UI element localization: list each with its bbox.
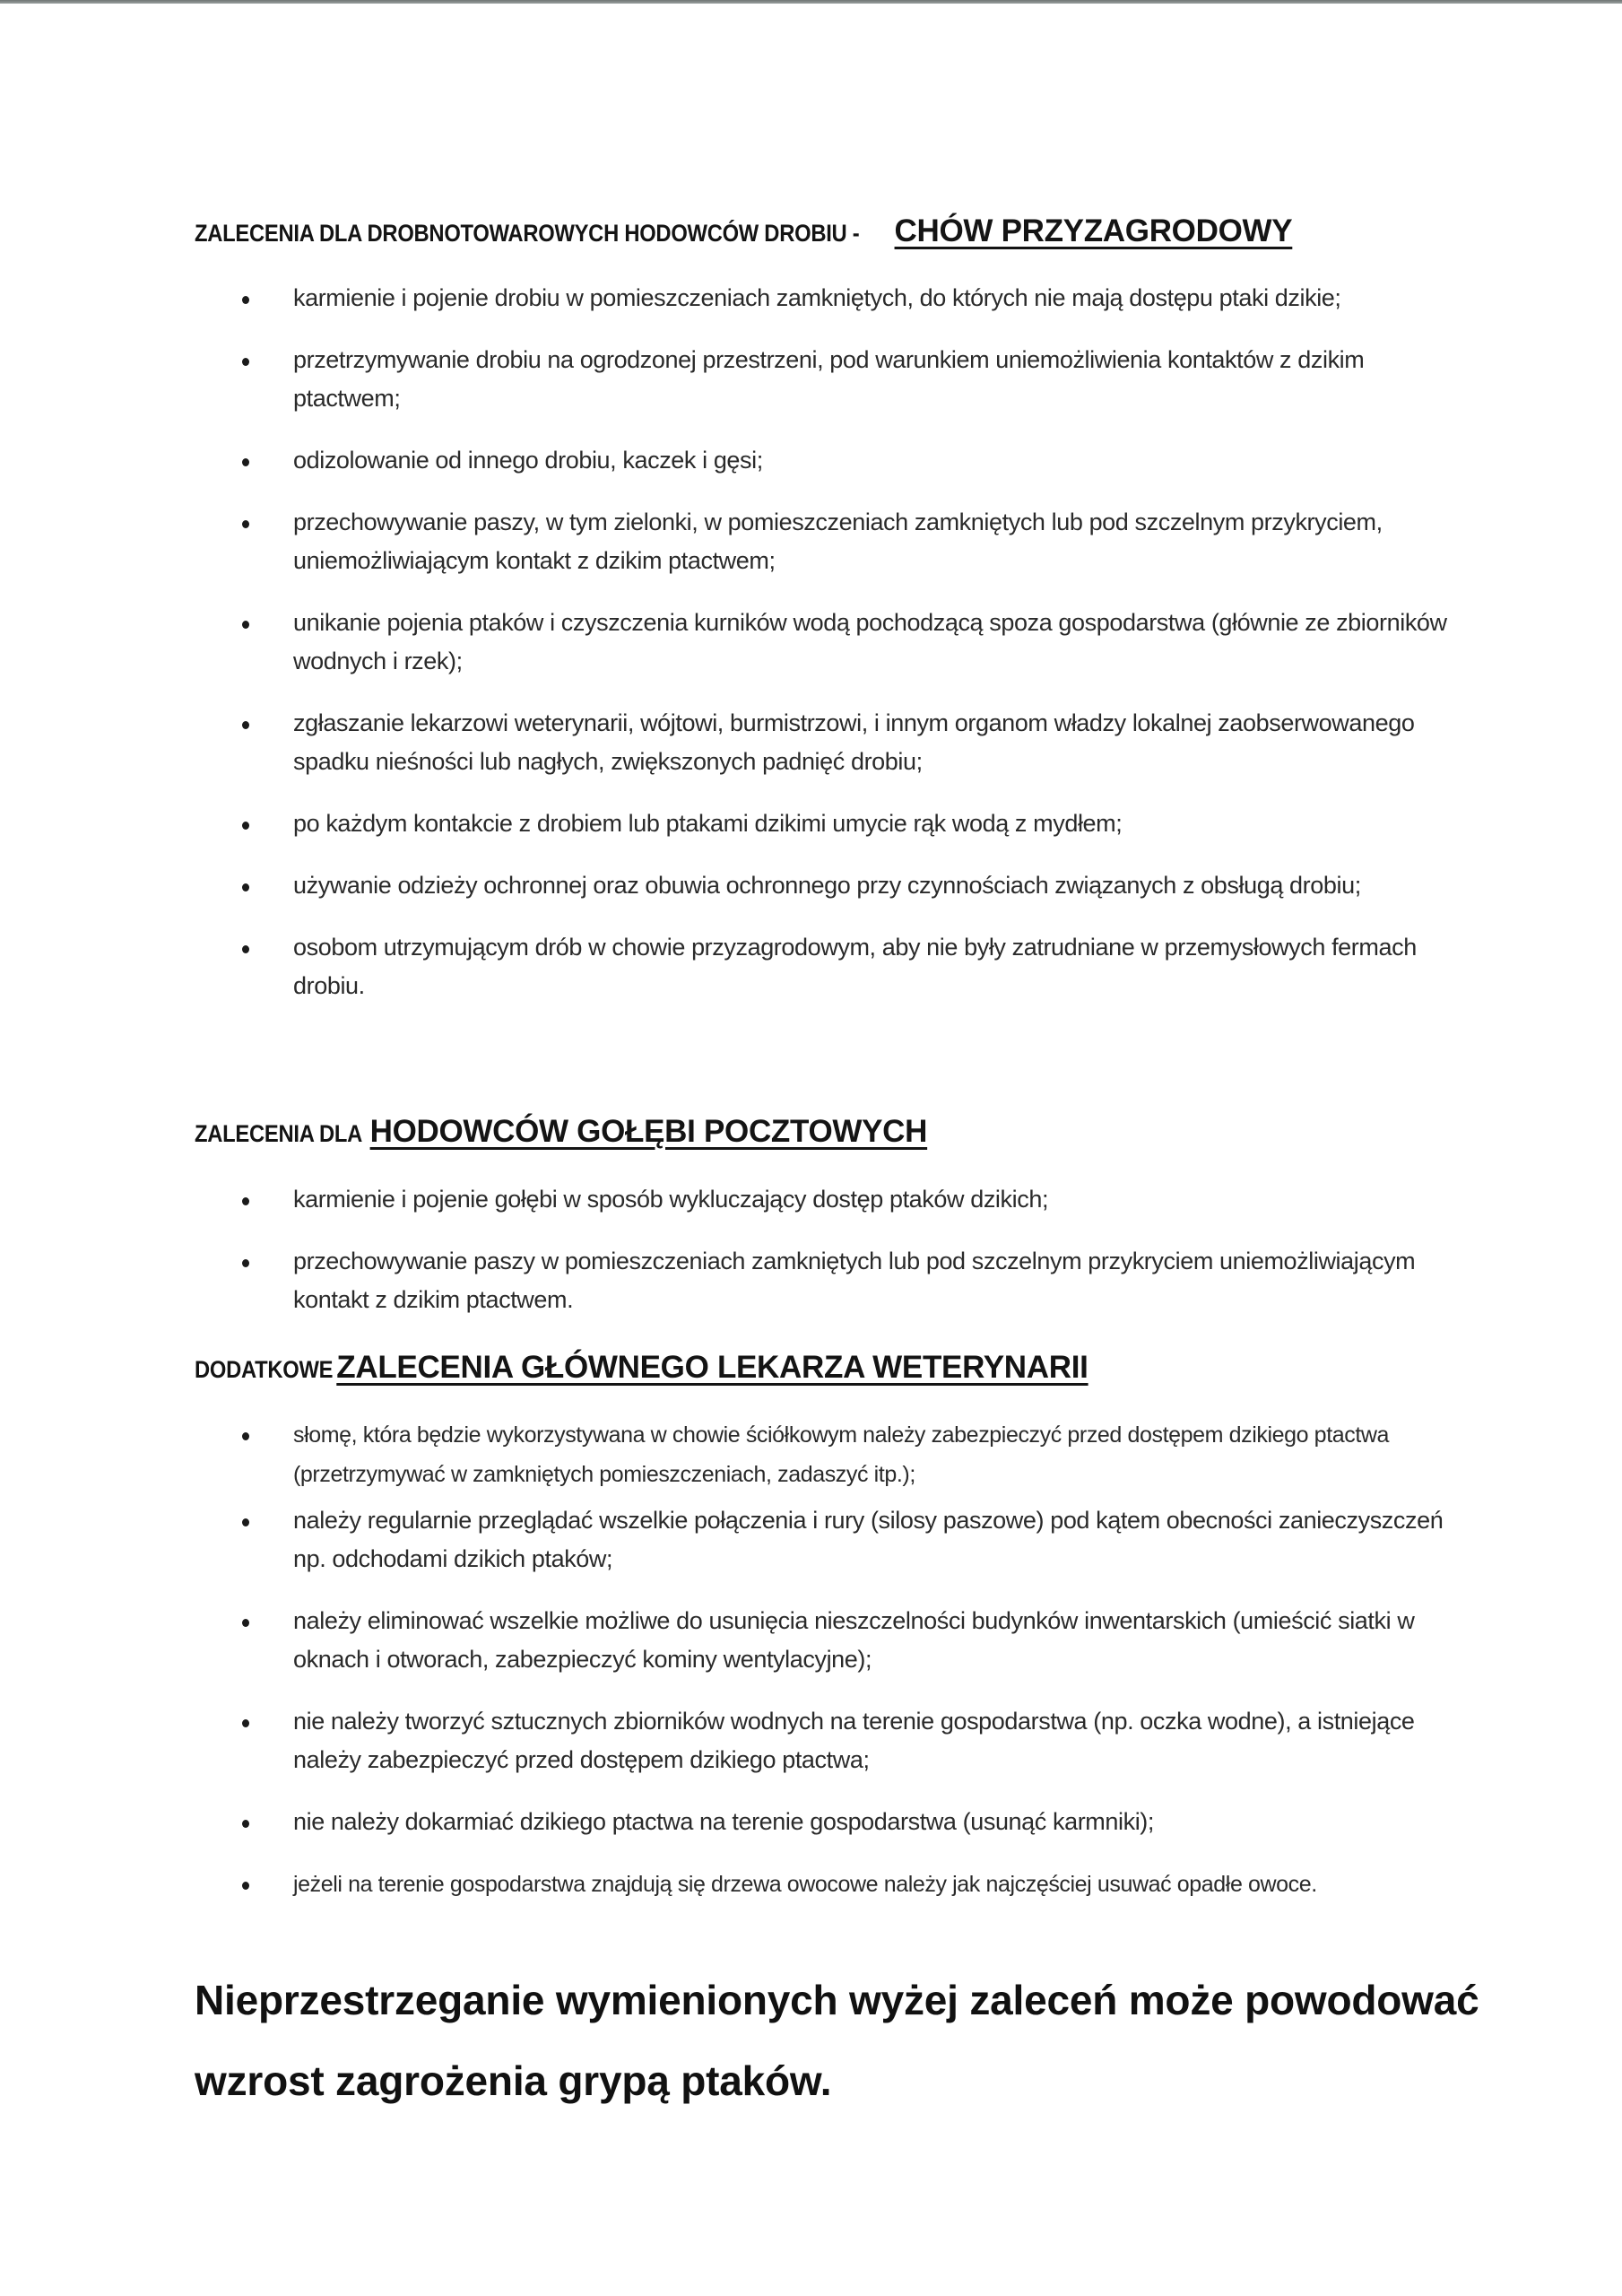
- list-item: nie należy dokarmiać dzikiego ptactwa na terenie gospodarstwa (usunąć karmniki);: [195, 1803, 1450, 1841]
- carrier-pigeons-list: [195, 1180, 1450, 1319]
- list-item: osobom utrzymującym drób w chowie przyzagrodowym, aby nie były zatrudniane w przemysłowych fermach drobiu.: [195, 928, 1450, 1005]
- bullet-icon: [242, 621, 249, 629]
- list-item: zgłaszanie lekarzowi weterynarii, wójtowi, burmistrzowi, i innym organom władzy lokalnej zaobserwowanego spadku nieśności lub nagłych, zwiększonych padnięć drobiu;: [195, 704, 1450, 781]
- bullet-icon: [242, 1719, 249, 1727]
- list-item: karmienie i pojenie gołębi w sposób wykluczający dostęp ptaków dzikich;: [195, 1180, 1450, 1219]
- list-item: słomę, która będzie wykorzystywana w chowie ściółkowym należy zabezpieczyć przed dostępem dzikiego ptactwa (przetrzymywać w zamkniętych pomieszczeniach, zadaszyć itp.);: [195, 1415, 1450, 1494]
- chief-veterinarian-list: [195, 1415, 1450, 1904]
- section-heading-carrier-pigeons: [195, 1114, 927, 1150]
- list-item: przechowywanie paszy w pomieszczeniach zamkniętych lub pod szczelnym przykryciem uniemożliwiającym kontakt z dzikim ptactwem.: [195, 1242, 1450, 1319]
- list-item: karmienie i pojenie drobiu w pomieszczeniach zamkniętych, do których nie mają dostępu ptaki dzikie;: [195, 279, 1450, 317]
- bullet-icon: [242, 358, 249, 366]
- list-item: należy eliminować wszelkie możliwe do usunięcia nieszczelności budynków inwentarskich (umieścić siatki w oknach i otworach, zabezpieczyć kominy wentylacyjne);: [195, 1602, 1450, 1679]
- bullet-icon: [242, 520, 249, 528]
- list-item: odizolowanie od innego drobiu, kaczek i gęsi;: [195, 441, 1450, 480]
- list-item: przechowywanie paszy, w tym zielonki, w pomieszczeniach zamkniętych lub pod szczelnym przykryciem, uniemożliwiającym kontakt z dzikim ptactwem;: [195, 503, 1450, 580]
- list-item: jeżeli na terenie gospodarstwa znajdują się drzewa owocowe należy jak najczęściej usuwać opadłe owoce.: [195, 1865, 1450, 1904]
- heading-emphasis: HODOWCÓW GOŁĘBI POCZTOWYCH: [369, 1114, 928, 1149]
- bullet-icon: [242, 1619, 249, 1627]
- bullet-icon: [242, 1432, 249, 1440]
- closing-warning: Nieprzestrzeganie wymienionych wyżej zaleceń może powodować wzrost zagrożenia grypą ptaków.: [195, 1977, 1479, 2104]
- bullet-icon: [242, 1882, 249, 1890]
- section-heading-backyard-poultry: [195, 213, 1292, 249]
- bullet-icon: [242, 296, 249, 304]
- bullet-icon: [242, 822, 249, 830]
- list-item: należy regularnie przeglądać wszelkie połączenia i rury (silosy paszowe) pod kątem obecności zanieczyszczeń np. odchodami dzikich ptaków;: [195, 1501, 1450, 1578]
- heading-prefix: ZALECENIA DLA: [195, 1120, 363, 1147]
- bullet-icon: [242, 945, 249, 953]
- heading-prefix: ZALECENIA DLA DROBNOTOWAROWYCH HODOWCÓW DROBIU -: [195, 220, 860, 247]
- heading-emphasis: ZALECENIA GŁÓWNEGO LEKARZA WETERYNARII: [336, 1350, 1089, 1385]
- bullet-icon: [242, 1518, 249, 1526]
- list-item: nie należy tworzyć sztucznych zbiorników wodnych na terenie gospodarstwa (np. oczka wodne), a istniejące należy zabezpieczyć przed dostępem dzikiego ptactwa;: [195, 1702, 1450, 1779]
- bullet-icon: [242, 883, 249, 891]
- section-heading-chief-veterinarian: [195, 1350, 1089, 1386]
- bullet-icon: [242, 1197, 249, 1205]
- heading-emphasis: CHÓW PRZYZAGRODOWY: [894, 213, 1293, 248]
- list-item: przetrzymywanie drobiu na ogrodzonej przestrzeni, pod warunkiem uniemożliwienia kontaktów z dzikim ptactwem;: [195, 341, 1450, 418]
- backyard-poultry-list: [195, 279, 1450, 1005]
- list-item: po każdym kontakcie z drobiem lub ptakami dzikimi umycie rąk wodą z mydłem;: [195, 804, 1450, 843]
- bullet-icon: [242, 1820, 249, 1828]
- bullet-icon: [242, 1259, 249, 1267]
- list-item: unikanie pojenia ptaków i czyszczenia kurników wodą pochodzącą spoza gospodarstwa (głównie ze zbiorników wodnych i rzek);: [195, 604, 1450, 681]
- bullet-icon: [242, 721, 249, 729]
- bullet-icon: [242, 458, 249, 466]
- heading-prefix: DODATKOWE: [195, 1356, 334, 1383]
- list-item: używanie odzieży ochronnej oraz obuwia ochronnego przy czynnościach związanych z obsługą drobiu;: [195, 866, 1450, 905]
